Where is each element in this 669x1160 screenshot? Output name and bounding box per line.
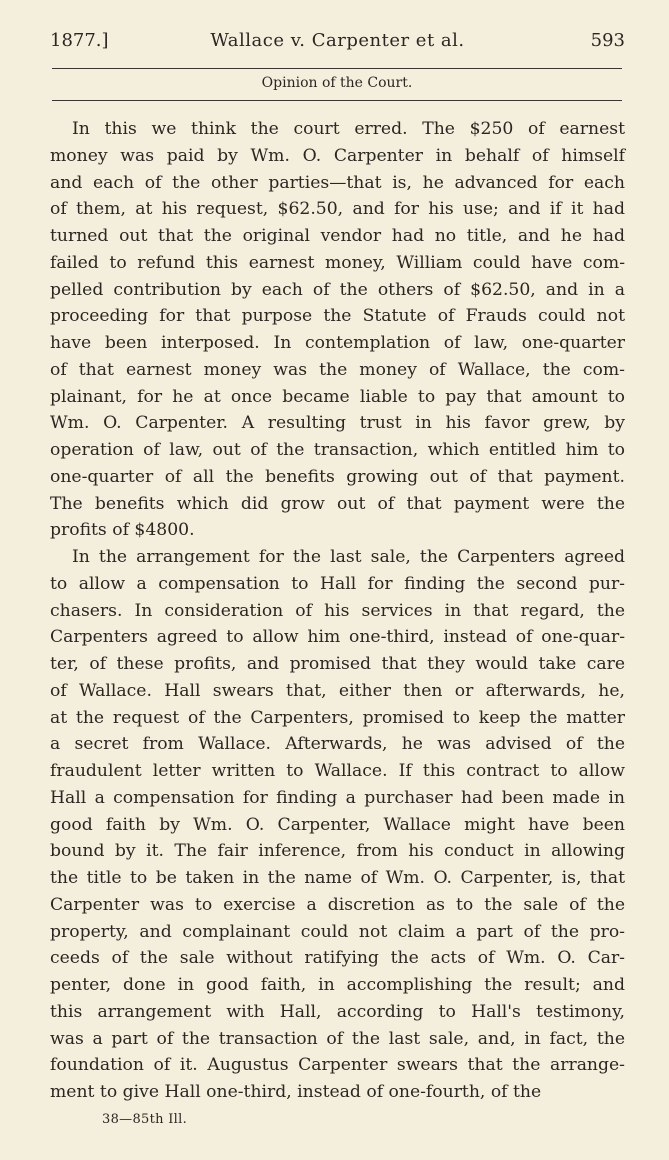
text-line: failed to refund this earnest money, William could have com- [50, 252, 625, 273]
text-line: this arrangement with Hall, according to Hall's testimony, [50, 1001, 625, 1022]
text-line: money was paid by Wm. O. Carpenter in behalf of himself [50, 145, 625, 166]
text-line: chasers. In consideration of his services in that regard, the [50, 600, 625, 621]
text-line: ment to give Hall one-third, instead of one-fourth, of the [50, 1082, 542, 1102]
header-rule-top [52, 68, 622, 69]
text-line: ceeds of the sale without ratifying the acts of Wm. O. Car- [50, 948, 625, 969]
header-year-ref: 1877.] [50, 30, 109, 51]
text-line: turned out that the original vendor had no title, and he had [50, 226, 625, 246]
signature-mark: 38—85th Ill. [102, 1112, 187, 1127]
text-line: was a part of the transaction of the last sale, and, in fact, the [50, 1028, 625, 1049]
section-subheading: Opinion of the Court. [261, 75, 413, 91]
text-line: one-quarter of all the benefits growing out of that payment. [50, 466, 625, 487]
text-line: at the request of the Carpenters, promised to keep the matter [50, 707, 625, 728]
text-line: of Wallace. Hall swears that, either then or afterwards, he, [50, 680, 625, 701]
text-line: and each of the other parties—that is, he advanced for each [50, 172, 625, 193]
text-line: Wm. O. Carpenter. A resulting trust in his favor grew, by [50, 413, 625, 434]
text-line: The benefits which did grow out of that payment were the [50, 493, 625, 514]
text-line: fraudulent letter written to Wallace. If this contract to allow [50, 761, 625, 781]
text-line: bound by it. The fair inference, from his conduct in allowing [50, 841, 625, 862]
text-line: profits of $4800. [50, 520, 195, 541]
text-line: proceeding for that purpose the Statute of Frauds could not [50, 306, 625, 327]
text-line: Carpenter was to exercise a discretion as to the sale of the [50, 894, 625, 915]
text-line: to allow a compensation to Hall for finding the second pur- [50, 573, 625, 594]
text-line: of them, at his request, $62.50, and for his use; and if it had [50, 199, 625, 220]
text-line: have been interposed. In contemplation of law, one-quarter [50, 333, 625, 353]
running-header [50, 30, 625, 58]
text-line: good faith by Wm. O. Carpenter, Wallace might have been [50, 814, 625, 835]
text-line: ter, of these profits, and promised that they would take care [50, 654, 625, 674]
text-line: In the arrangement for the last sale, the Carpenters agreed [72, 547, 625, 567]
text-line: operation of law, out of the transaction, which entitled him to [50, 440, 625, 460]
text-line: property, and complainant could not claim a part of the pro- [50, 921, 625, 942]
text-line: pelled contribution by each of the others of $62.50, and in a [50, 279, 625, 300]
header-case-title: Wallace v. Carpenter et al. [210, 30, 465, 51]
text-line: Hall a compensation for finding a purchaser had been made in [50, 787, 625, 808]
text-line: a secret from Wallace. Afterwards, he was advised of the [50, 734, 625, 755]
text-line: Carpenters agreed to allow him one-third, instead of one-quar- [50, 627, 625, 648]
text-line: of that earnest money was the money of Wallace, the com- [50, 359, 625, 380]
text-line: the title to be taken in the name of Wm. O. Carpenter, is, that [50, 868, 625, 888]
text-line: foundation of it. Augustus Carpenter swears that the arrange- [50, 1055, 625, 1076]
header-page-number: 593 [590, 30, 625, 51]
text-line: plainant, for he at once became liable to pay that amount to [50, 386, 625, 407]
header-rule-bottom [52, 100, 622, 101]
opinion-body [50, 116, 625, 1106]
text-line: penter, done in good faith, in accomplishing the result; and [50, 975, 625, 995]
text-line: In this we think the court erred. The $250 of earnest [72, 119, 625, 139]
